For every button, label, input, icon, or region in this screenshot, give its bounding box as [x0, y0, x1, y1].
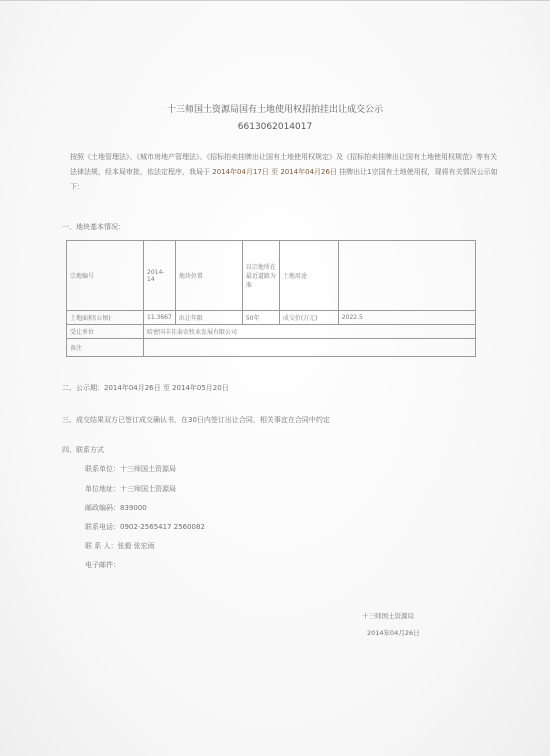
- signature-date: 2014年04月26日: [367, 629, 420, 637]
- table-cell: 成交价(万元): [279, 311, 338, 325]
- intro-text: 按照《土地管理法》、《城市房地产管理法》、《招标拍卖挂牌出让国有土地使用权规定》及《招标拍卖挂牌出让国有土地使用权规范》等有关法律法规，经本局审批，依法定程序，我局于: [70, 153, 497, 176]
- table-cell: 哈密国丰佳泰农牧业发展有限公司: [144, 325, 476, 339]
- table-row: [67, 339, 476, 357]
- table-cell: 备注: [67, 339, 144, 357]
- contact-postcode: 邮政编码：839000: [85, 504, 147, 512]
- page-edge: [0, 0, 550, 1]
- contact-unit: 联系单位：十三师国土资源局: [85, 465, 176, 473]
- contact-address: 单位地址：十三师国土资源局: [85, 485, 176, 493]
- table-cell: 土地用途: [279, 241, 338, 311]
- document-title: 十三师国土资源局国有土地使用权招拍挂出让成交公示: [166, 105, 383, 115]
- contact-person: 联 系 人：张毅 张宏雨: [85, 542, 155, 550]
- table-cell: 以宗地所在最近道路为准: [242, 241, 279, 311]
- section-1-heading: 一、地块基本情况：: [62, 223, 125, 231]
- intro-dates: 2014年04月17日 至 2014年04月26日: [212, 168, 337, 176]
- section-2: 二、公示期：2014年04月26日 至 2014年05月20日: [62, 384, 229, 392]
- document-number: 6613062014017: [237, 122, 313, 132]
- intro-end: 挂牌出让1宗国有土地使用权，现将有关情况公示如下：: [70, 168, 498, 191]
- section-4-heading: 四、联系方式: [62, 446, 104, 454]
- table-cell: 11.3667: [144, 311, 176, 325]
- table-cell: [338, 241, 475, 311]
- table-cell: 2014-14: [144, 241, 176, 311]
- contact-email: 电子邮件：: [85, 561, 120, 569]
- parcel-table: [66, 240, 476, 357]
- table-cell: 50年: [242, 311, 279, 325]
- table-cell: 2022.5: [338, 311, 475, 325]
- table-row: [67, 325, 476, 339]
- intro-paragraph: [70, 150, 500, 195]
- table-cell: 受让单位: [67, 325, 144, 339]
- table-row: [67, 241, 476, 311]
- table-row: [67, 311, 476, 325]
- contact-phone: 联系电话：0902-2565417 2560082: [85, 523, 205, 531]
- table-cell: 宗地编号: [67, 241, 144, 311]
- table-cell: [144, 339, 476, 357]
- table-cell: 出让年限: [175, 311, 242, 325]
- signature-org: 十三师国土资源局: [362, 612, 414, 620]
- table-cell: 土地面积(公顷): [67, 311, 144, 325]
- table-cell: 地块位置: [175, 241, 242, 311]
- section-3: 三、成交结果双方已签订成交确认书，在30日内签订出让合同，相关事宜在合同中约定: [62, 416, 330, 424]
